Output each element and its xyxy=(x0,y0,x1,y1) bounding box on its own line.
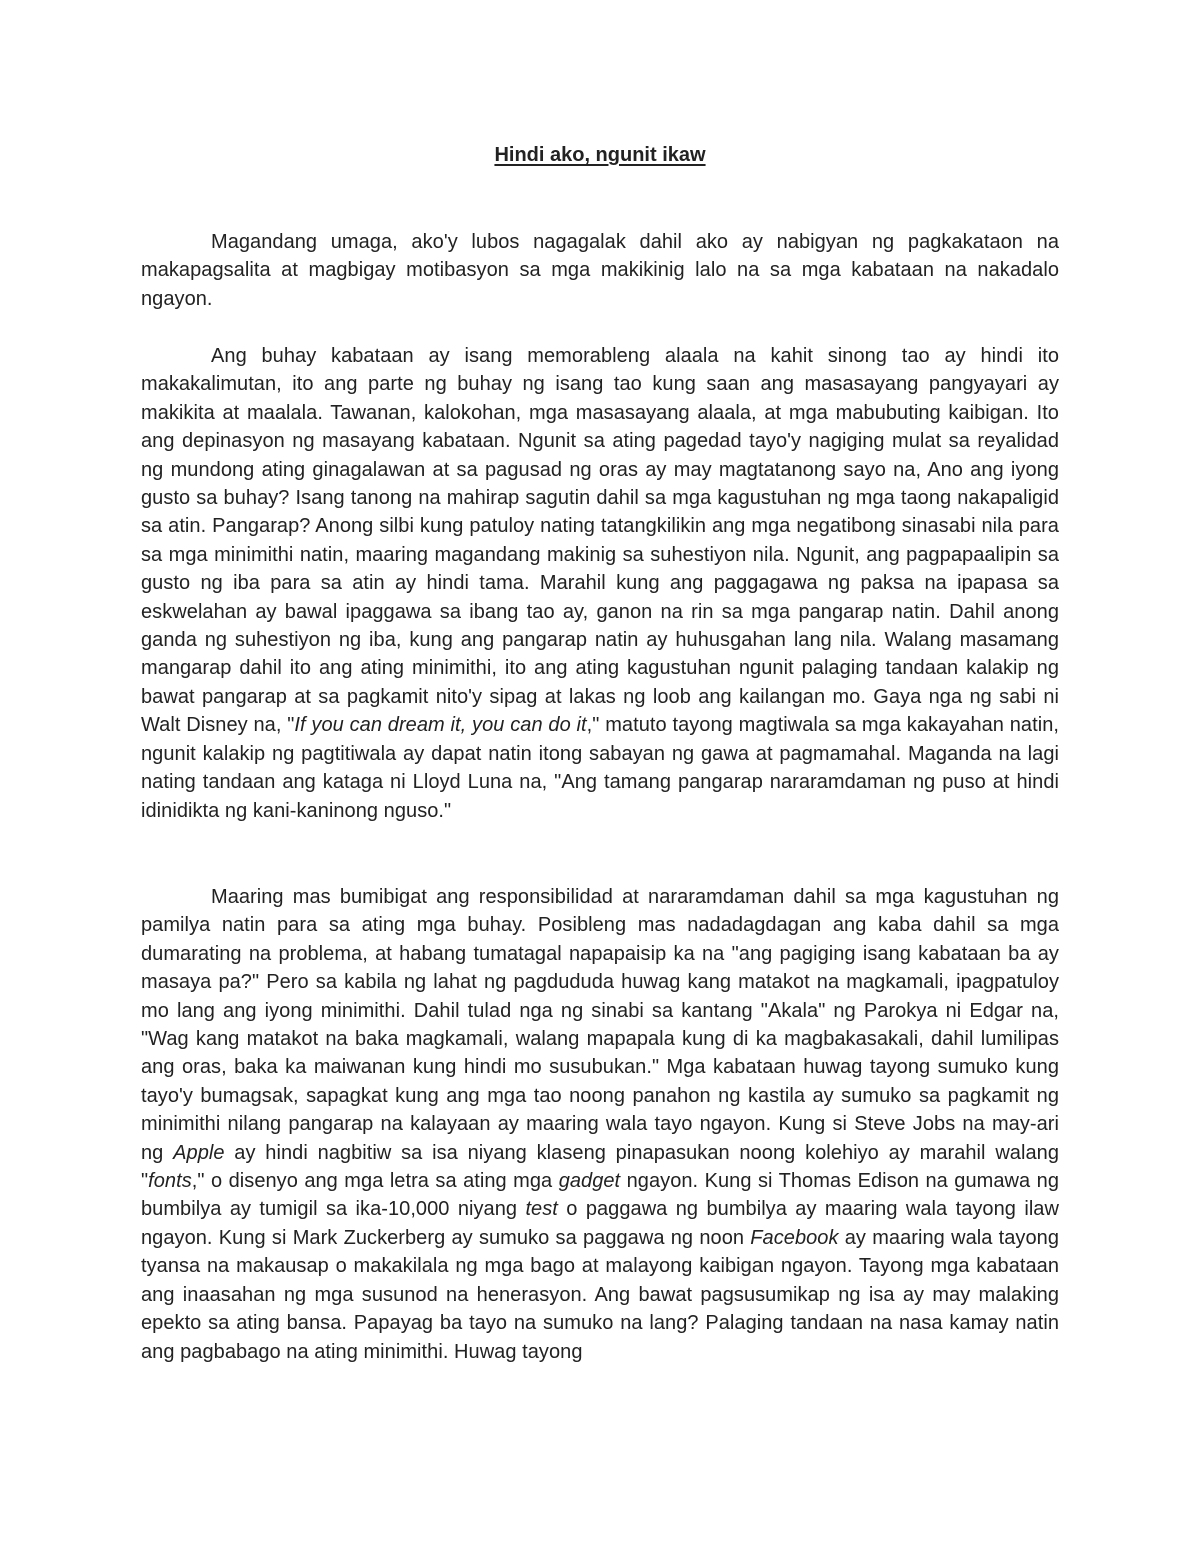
text-segment: Ang buhay kabataan ay isang memorableng alaala na kahit sinong tao ay hindi ito makakalimutan, ito ang parte ng buhay ng isang tao kung saan ang masasayang pangyayari ay makikita at maalala. Tawanan, kalokohan, mga masasayang alaala, at mga mabubuting kaibigan. Ito ang depinasyon ng masayang kabataan. Ngunit sa ating pagedad tayo'y nagiging mulat sa reyalidad ng mundong ating ginagalawan at sa pagusad ng oras ay may magtatanong sayo na, Ano ang iyong gusto sa buhay? Isang tanong na mahirap sagutin dahil sa mga kagustuhan ng mga taong nakapaligid sa atin. Pangarap? Anong silbi kung patuloy nating tatangkilikin ang mga negatibong sinasabi nila para sa mga minimithi natin, maaring magandang makinig sa suhestiyon nila. Ngunit, ang pagpapaalipin sa gusto ng iba para sa atin ay hindi tama. Marahil kung ang paggagawa ng paksa na ipapasa sa eskwelahan ay bawal ipaggawa sa ibang tao ay, ganon na rin sa mga pangarap natin. Dahil anong ganda ng suhestiyon ng iba, kung ang pangarap natin ay huhusgahan lang nila. Walang masamang mangarap dahil ito ang ating minimithi, ito ang ating kagustuhan ngunit palaging tandaan kalakip ng bawat pangarap at sa pagkamit nito'y sipag at lakas ng loob ang kailangan mo. Gaya nga ng sabi ni Walt Disney na, " xyxy=(141,345,1059,737)
text-segment: ," o disenyo ang mga letra sa ating mga xyxy=(191,1170,559,1193)
italic-text-segment: If you can dream it, you can do it xyxy=(294,714,587,737)
italic-text-segment: Facebook xyxy=(750,1226,839,1249)
italic-text-segment: gadget xyxy=(558,1170,621,1193)
text-segment: ," matuto tayong magtiwala sa mga kakayahan natin, ngunit kalakip ng pagtitiwala ay dapat natin itong sabayan ng gawa at pagmamahal. Maganda na lagi nating tandaan ang kataga ni Lloyd Luna na, "Ang tamang pangarap nararamdaman ng puso at hindi idinidikta ng kani-kaninong nguso." xyxy=(141,714,1059,822)
paragraph-responsibilidad xyxy=(141,883,1059,1366)
text-segment: Maaring mas bumibigat ang responsibilidad at nararamdaman dahil sa mga kagustuhan ng pamilya natin para sa ating mga buhay. Posibleng mas nadadagdagan ang kaba dahil sa mga dumarating na problema, at habang tumatagal napapaisip ka na "ang pagiging isang kabataan ba ay masaya pa?" Pero sa kabila ng lahat ng pagdududa huwag kang matakot na magkamali, ipagpatuloy mo lang ang iyong minimithi. Dahil tulad nga ng sinabi sa kantang "Akala" ng Parokya ni Edgar na, "Wag kang matakot na baka magkamali, walang mapapala kung di ka magbakasakali, dahil lumilipas ang oras, baka ka maiwanan kung hindi mo susubukan." Mga kabataan huwag tayong sumuko kung tayo'y bumagsak, sapagkat kung ang mga tao noong panahon ng kastila ay sumuko sa pagkamit ng minimithi nilang pangarap na kalayaan ay maaring wala tayo ngayon. Kung si Steve Jobs na may-ari ng xyxy=(141,886,1059,1164)
italic-text-segment: Apple xyxy=(173,1141,225,1164)
paragraph-kabataan xyxy=(141,342,1059,825)
text-segment: ay hindi nagbitiw sa isa niyang klaseng pinapasukan noong kolehiyo ay marahil walang " xyxy=(141,1141,1059,1193)
text-segment: ay maaring wala tayong tyansa na makausap o makakilala ng mga bago at malayong kaibigan ngayon. Tayong mga kabataan ang inaasahan ng mga susunod na henerasyon. Ang bawat pagsusumikap ng isa ay may malaking epekto sa ating bansa. Papayag ba tayo na sumuko na lang? Palaging tandaan na nasa kamay natin ang pagbabago na ating minimithi. Huwag tayong xyxy=(141,1226,1059,1363)
text-segment: ngayon. Kung si Thomas Edison na gumawa ng bumbilya ay tumigil sa ika-10,000 niyang xyxy=(141,1170,1059,1221)
italic-text-segment: test xyxy=(525,1198,558,1221)
paragraph-introduction xyxy=(141,228,1059,313)
text-segment: Magandang umaga, ako'y lubos nagagalak dahil ako ay nabigyan ng pagkakataon na makapagsalita at magbigay motibasyon sa mga makikinig lalo na sa mga kabataan na nakadalo ngayon. xyxy=(141,231,1059,310)
italic-text-segment: fonts xyxy=(148,1170,192,1193)
document-title: Hindi ako, ngunit ikaw xyxy=(494,144,706,166)
text-segment: o paggawa ng bumbilya ay maaring wala tayong ilaw ngayon. Kung si Mark Zuckerberg ay sumuko sa paggawa ng noon xyxy=(141,1198,1059,1249)
